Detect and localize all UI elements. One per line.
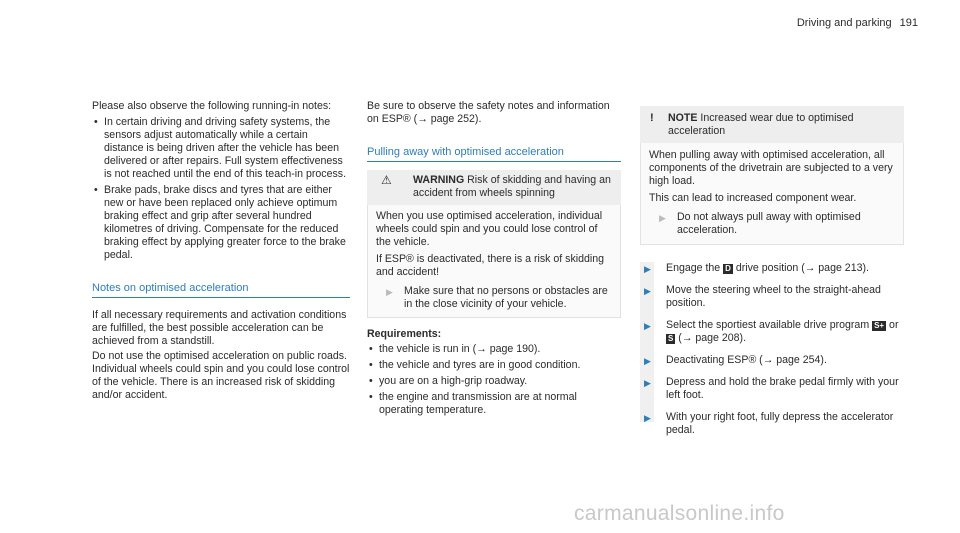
note-paragraph-2: This can lead to increased component wear. xyxy=(649,192,857,204)
warning-action-text: Make sure that no persons or obstacles are in the close vicinity of your vehicle. xyxy=(404,285,608,310)
step-5-text: Depress and hold the brake pedal firmly with your left foot. xyxy=(666,376,899,401)
warning-box xyxy=(367,170,621,318)
step-arrow-icon: ▶ xyxy=(644,378,651,388)
step-3-or: or xyxy=(886,319,899,331)
step-1-text-b: drive position (→ page 213). xyxy=(732,262,869,274)
column-1 xyxy=(92,100,350,404)
sport-icon: S xyxy=(668,334,674,343)
step-2-text: Move the steering wheel to the straight-ahead position. xyxy=(666,284,881,309)
step-5 xyxy=(640,376,904,402)
note-body xyxy=(640,143,904,245)
note-box xyxy=(640,106,904,245)
running-header xyxy=(797,17,918,29)
note-paragraph-1: When pulling away with optimised acceleration, all components of the drivetrain are subjected to a very high load. xyxy=(649,149,893,187)
page-number: 191 xyxy=(899,17,918,29)
drive-position-d-icon: D xyxy=(725,264,731,273)
step-3-text-a: Select the sportiest available drive program xyxy=(666,319,873,331)
column-3 xyxy=(640,106,904,437)
step-6 xyxy=(640,411,904,437)
step-6-text: With your right foot, fully depress the accelerator pedal. xyxy=(666,411,894,436)
requirement-3: • you are on a high-grip roadway. xyxy=(367,375,621,388)
requirements-label: Requirements: xyxy=(367,328,442,340)
warning-label: WARNING xyxy=(413,174,465,186)
warning-triangle-icon: ⚠ xyxy=(381,173,392,187)
warning-header xyxy=(367,170,621,205)
running-in-intro: Please also observe the following running-in notes: xyxy=(92,100,332,112)
action-arrow-icon: ▶ xyxy=(659,213,666,223)
step-list xyxy=(640,262,904,437)
warning-paragraph-2: If ESP® is deactivated, there is a risk of skidding and accident! xyxy=(376,253,605,278)
step-4-text: Deactivating ESP® (→ page 254). xyxy=(666,354,827,366)
sport-plus-icon: S+ xyxy=(874,321,885,330)
warning-paragraph-1: When you use optimised acceleration, individual wheels could spin and you could lose control of the vehicle. xyxy=(376,210,603,248)
esp-intro: Be sure to observe the safety notes and information on ESP® (→ page 252). xyxy=(367,100,610,125)
step-1-text-a: Engage the xyxy=(666,262,724,274)
step-arrow-icon: ▶ xyxy=(644,413,651,423)
step-arrow-icon: ▶ xyxy=(644,264,651,274)
notes-paragraph-1: If all necessary requirements and activation conditions are fulfilled, the best possible acceleration can be achieved from a standstill. xyxy=(92,309,347,347)
action-arrow-icon: ▶ xyxy=(386,287,393,297)
step-4 xyxy=(640,354,904,367)
note-action xyxy=(649,211,895,237)
warning-title: Risk of skidding and having an accident from wheels spinning xyxy=(413,174,611,199)
running-in-bullet-2: • Brake pads, brake discs and tyres that are either new or have been replaced only achieve optimum braking effect and grip after several hundred kilometres of driving. Compensate for the reduced braking effect by applying greater force to the brake pedal. xyxy=(92,184,350,262)
step-3 xyxy=(640,319,904,345)
note-header xyxy=(640,106,904,143)
notes-heading: Notes on optimised acceleration xyxy=(92,282,350,298)
section-title: Driving and parking xyxy=(796,17,892,29)
step-arrow-icon: ▶ xyxy=(644,356,651,366)
note-action-text: Do not always pull away with optimised acceleration. xyxy=(677,211,861,236)
pulling-away-heading: Pulling away with optimised acceleration xyxy=(367,146,621,162)
step-1 xyxy=(640,262,904,275)
exclamation-icon: ! xyxy=(650,112,654,124)
column-2 xyxy=(367,100,621,417)
running-in-bullet-1: • In certain driving and driving safety systems, the sensors adjust automatically while a certain distance is being driven after the vehicle has been delivered or after repairs. Full system effectiveness is not reached until the end of this teach-in process. xyxy=(92,116,350,181)
notes-paragraph-2: Do not use the optimised acceleration on public roads. Individual wheels could spin and you could lose control of the vehicle. There is an increased risk of skidding and/or accident. xyxy=(92,350,350,401)
step-arrow-icon: ▶ xyxy=(644,321,651,331)
requirement-2: • the vehicle and tyres are in good condition. xyxy=(367,359,621,372)
requirement-4: • the engine and transmission are at normal operating temperature. xyxy=(367,391,621,417)
watermark: carmanualsonline.info xyxy=(574,502,785,525)
requirement-1: • the vehicle is run in (→ page 190). xyxy=(367,343,621,356)
warning-action xyxy=(376,285,612,311)
step-3-text-b: (→ page 208). xyxy=(675,332,747,344)
note-title: Increased wear due to optimised acceleration xyxy=(668,112,854,137)
note-label: NOTE xyxy=(668,112,698,124)
step-arrow-icon: ▶ xyxy=(644,286,651,296)
step-2 xyxy=(640,284,904,310)
warning-body xyxy=(367,205,621,318)
